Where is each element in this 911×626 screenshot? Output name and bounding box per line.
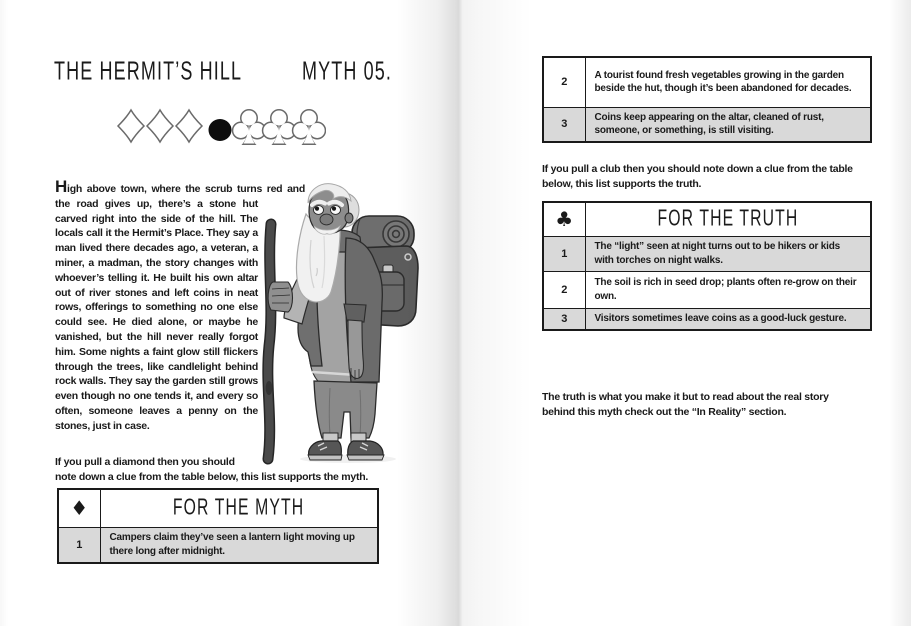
page-edge-shadow bbox=[889, 0, 911, 626]
club-pull-note-line1: If you pull a club then you should note down a clue from the table bbox=[542, 163, 853, 175]
clue-text: The “light” seen at night turns out to be hikers or kids with torches on night walks. bbox=[585, 236, 871, 271]
club-outline-icon bbox=[232, 109, 326, 145]
pants bbox=[314, 381, 377, 438]
hermit-illustration bbox=[256, 176, 424, 466]
clue-text: The soil is rich in seed drop; plants often re-grow on their own. bbox=[585, 271, 871, 308]
outro-line2: behind this myth check out the “In Reality” section. bbox=[542, 406, 787, 418]
row-number: 1 bbox=[543, 236, 585, 271]
table-row bbox=[543, 57, 871, 107]
clue-text: Coins keep appearing on the altar, cleaned of rust, someone, or something, is still visiting. bbox=[585, 107, 871, 142]
myth-table-header: FOR THE MYTH bbox=[100, 489, 378, 527]
truth-table bbox=[542, 201, 872, 331]
filled-circle-icon bbox=[209, 119, 232, 141]
page-title-text: THE HERMIT’S HILL bbox=[54, 57, 243, 87]
page-title bbox=[54, 57, 305, 85]
diamond-pull-note bbox=[55, 455, 368, 485]
outro-line1: The truth is what you make it but to read about the real story bbox=[542, 391, 829, 403]
diamond-pull-note-line1: If you pull a diamond then you should bbox=[55, 456, 235, 468]
row-number: 3 bbox=[543, 308, 585, 330]
table-row bbox=[543, 236, 871, 271]
truth-table-header: FOR THE TRUTH bbox=[585, 202, 871, 236]
diamond-outline-icon bbox=[118, 110, 202, 142]
row-number: 2 bbox=[543, 271, 585, 308]
diamond-pull-note-line2: note down a clue from the table below, this list supports the myth. bbox=[55, 471, 369, 483]
table-row bbox=[543, 107, 871, 142]
table-row bbox=[543, 308, 871, 330]
club-pull-note-line2: below, this list supports the truth. bbox=[542, 178, 702, 190]
drop-cap: H bbox=[55, 177, 68, 196]
walking-staff bbox=[266, 224, 273, 459]
table-row bbox=[58, 527, 378, 563]
club-pull-note bbox=[542, 162, 853, 192]
club-suit-icon: ♣ bbox=[543, 202, 585, 236]
clue-text: A tourist found fresh vegetables growing in the garden beside the hut, though it’s been abandoned for decades. bbox=[585, 57, 871, 107]
story-text: igh above town, where the scrub turns red and the road gives up, there’s a stone hut carved right into the side of the hill. The locals call it the Hermit’s Place. They say a man lived there decades ago, a veteran, a miner, a madman, the story changes with whoever’s telling it. He built his own altar out of river stones and left coins in neat rows, offerings to something no one else could see. He died alone, or maybe he vanished, but the hill never really forgot him. Some nights a faint glow still flickers through the trees, like candlelight behind rock walls. They say the garden still grows even though no one tends it, and every so often, someone leaves a penny on the stones, just in case. bbox=[55, 183, 305, 432]
head bbox=[308, 184, 359, 234]
clue-text: Visitors sometimes leave coins as a good-luck gesture. bbox=[585, 308, 871, 330]
diamond-suit-icon: ♦ bbox=[58, 489, 100, 527]
row-number: 2 bbox=[543, 57, 585, 107]
myth-table bbox=[57, 488, 379, 564]
row-number: 3 bbox=[543, 107, 585, 142]
clue-text: Campers claim they’ve seen a lantern light moving up there long after midnight. bbox=[100, 527, 378, 563]
outro-note bbox=[542, 390, 829, 420]
myth-table-continued bbox=[542, 56, 872, 143]
myth-number bbox=[302, 57, 422, 85]
page-edge-shadow bbox=[0, 0, 8, 626]
suit-symbols-row bbox=[112, 99, 326, 155]
table-row bbox=[543, 271, 871, 308]
myth-number-text: MYTH 05. bbox=[302, 57, 393, 87]
row-number: 1 bbox=[58, 527, 100, 563]
